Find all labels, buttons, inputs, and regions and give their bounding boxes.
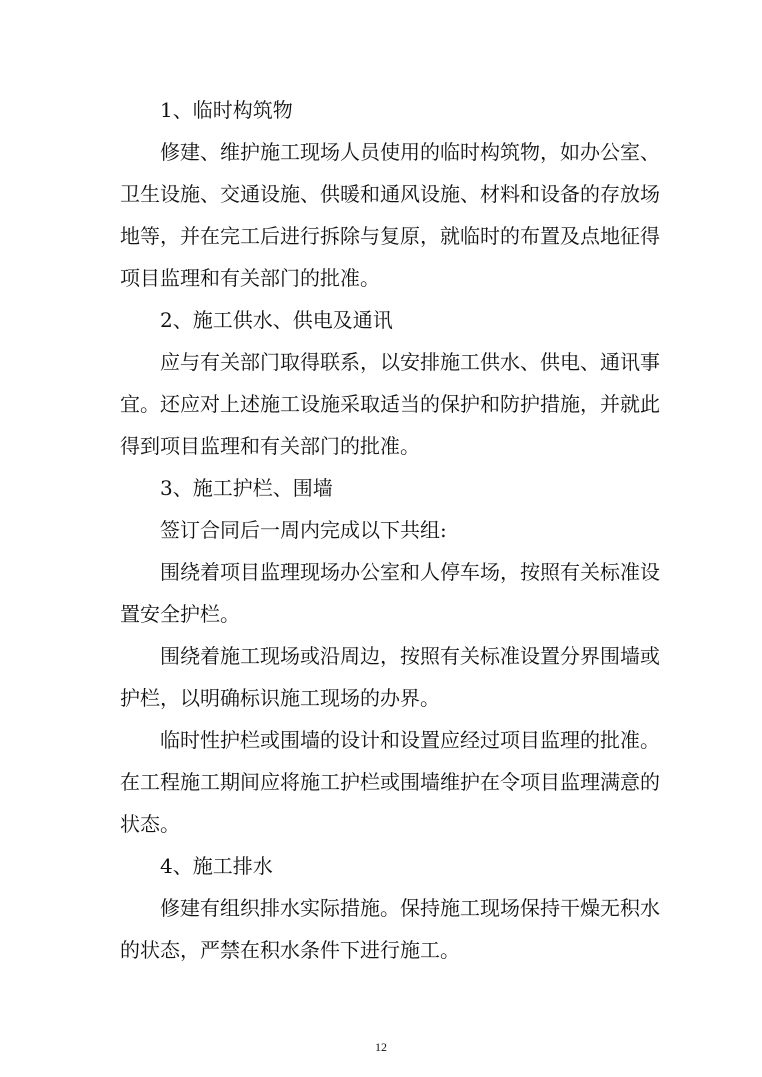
- section-3-line-1: 签订合同后一周内完成以下共组:: [160, 518, 447, 542]
- section-2-line-1: 应与有关部门取得联系，以安排施工供水、供电、通讯事: [160, 350, 660, 374]
- section-3-line-3: 置安全护栏。: [120, 602, 240, 626]
- section-1-line-1: 修建、维护施工现场人员使用的临时构筑物，如办公室、: [160, 140, 660, 164]
- section-4-line-2: 的状态，严禁在积水条件下进行施工。: [120, 938, 460, 962]
- section-3-line-5: 护栏，以明确标识施工现场的办界。: [120, 686, 440, 710]
- section-3-line-2: 围绕着项目监理现场办公室和人停车场，按照有关标准设: [160, 560, 660, 584]
- section-4-line-1: 修建有组织排水实际措施。保持施工现场保持干燥无积水: [160, 896, 660, 920]
- section-1-line-3: 地等，并在完工后进行拆除与复原，就临时的布置及点地征得: [120, 224, 660, 248]
- section-2-line-2: 宜。还应对上述施工设施采取适当的保护和防护措施，并就此: [120, 392, 660, 416]
- section-heading-2: 2、施工供水、供电及通讯: [160, 308, 393, 332]
- section-1-line-4: 项目监理和有关部门的批准。: [120, 266, 380, 290]
- section-3-line-7: 在工程施工期间应将施工护栏或围墙维护在令项目监理满意的: [120, 770, 660, 794]
- section-3-line-6: 临时性护栏或围墙的设计和设置应经过项目监理的批准。: [160, 728, 660, 752]
- section-3-line-4: 围绕着施工现场或沿周边，按照有关标准设置分界围墙或: [160, 644, 660, 668]
- section-heading-3: 3、施工护栏、围墙: [160, 476, 333, 500]
- page-number: 12: [375, 1040, 387, 1054]
- section-2-line-3: 得到项目监理和有关部门的批准。: [120, 434, 420, 458]
- section-3-line-8: 状态。: [120, 812, 180, 836]
- section-heading-4: 4、施工排水: [160, 854, 273, 878]
- section-1-line-2: 卫生设施、交通设施、供暖和通风设施、材料和设备的存放场: [120, 182, 660, 206]
- section-heading-1: 1、临时构筑物: [160, 98, 293, 122]
